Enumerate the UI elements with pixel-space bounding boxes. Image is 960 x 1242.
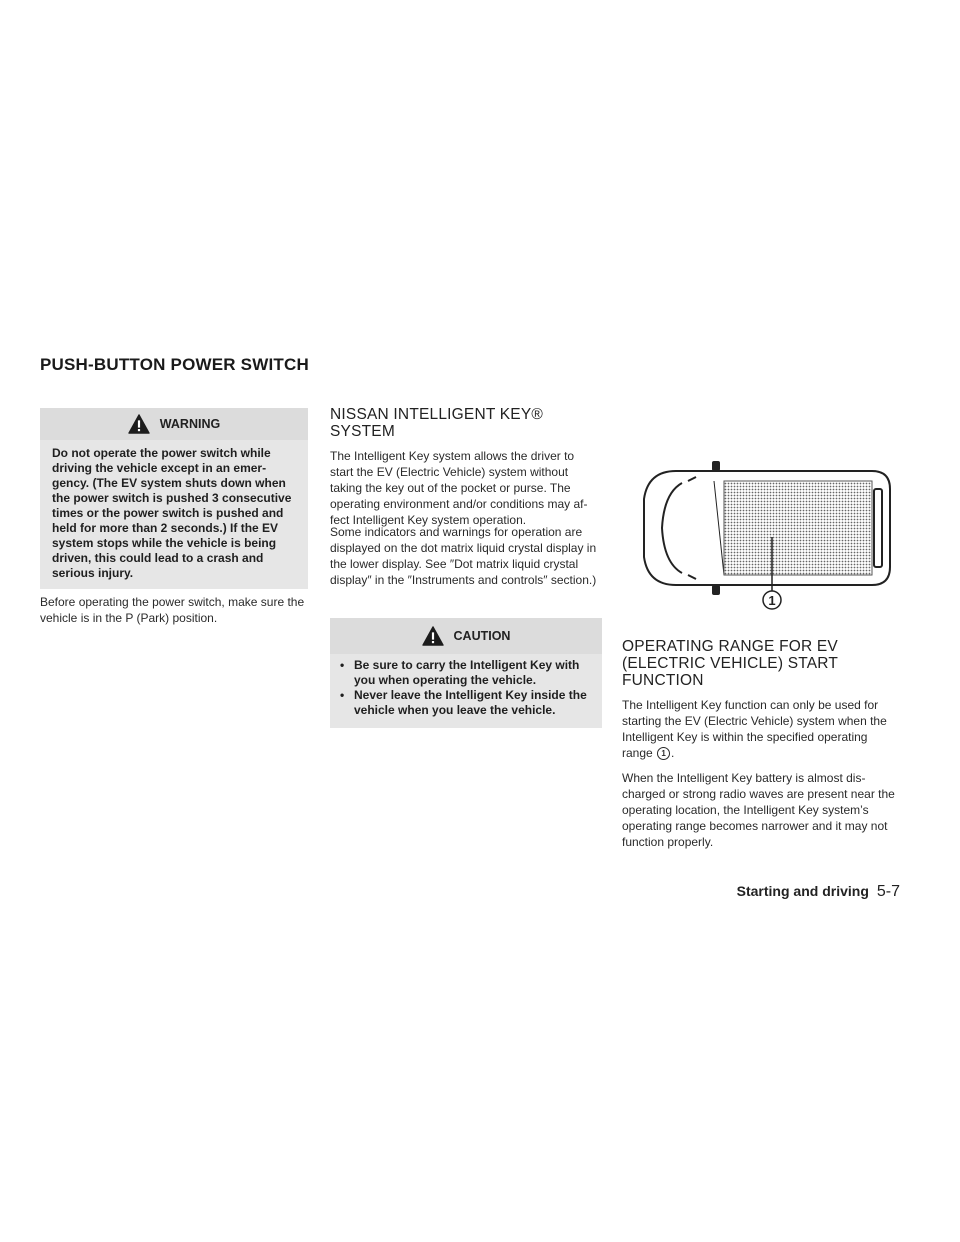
before-operating-text: Before operating the power switch, make sure the vehicle is in the P (Park) position. <box>40 595 305 625</box>
intelligent-key-heading-line1: NISSAN INTELLIGENT KEY® <box>330 406 543 423</box>
operating-range-para1-end: . <box>671 746 675 760</box>
page-footer <box>700 883 900 901</box>
caution-item <box>340 688 594 718</box>
operating-range-heading-line3: FUNCTION <box>622 672 704 689</box>
operating-range-diagram <box>628 455 900 615</box>
intelligent-key-heading <box>330 406 600 440</box>
warning-label: WARNING <box>159 417 221 431</box>
warning-box <box>40 408 308 589</box>
caution-list <box>330 654 602 728</box>
intelligent-key-para1: The Intelligent Key system allows the driver to start the EV (Electric Vehicle) system without taking the key out of the pocket or purse. The operating environment and/or conditions may affect Intelligent Key system operation. <box>330 449 588 527</box>
caution-box <box>330 618 602 728</box>
caution-header <box>330 618 602 654</box>
footer-page-number: 5-7 <box>876 883 900 900</box>
bullet-icon: • <box>340 688 345 702</box>
warning-text: Do not operate the power switch while driving the vehicle except in an emergency. (The EV system shuts down when the power switch is pushed 3 consecutive times or the power switch is pushed and held for more than 2 seconds.) If the EV system stops while the vehicle is being driven, this could lead to a crash and serious injury. <box>40 440 308 589</box>
footer-chapter: Starting and driving <box>736 883 869 899</box>
caution-item <box>340 658 594 688</box>
operating-range-heading-line1: OPERATING RANGE FOR EV <box>622 638 838 655</box>
warning-icon <box>128 414 150 434</box>
section-title: PUSH-BUTTON POWER SWITCH <box>40 355 309 374</box>
operating-range-area <box>724 481 872 575</box>
caution-item-text: Be sure to carry the Intelligent Key with you when operating the vehicle. <box>354 658 580 687</box>
caution-item-text: Never leave the Intelligent Key inside the vehicle when you leave the vehicle. <box>354 688 587 717</box>
intelligent-key-heading-line2: SYSTEM <box>330 423 395 440</box>
operating-range-para1 <box>622 697 900 761</box>
warning-header <box>40 408 308 440</box>
operating-range-heading-line2: (ELECTRIC VEHICLE) START <box>622 655 839 672</box>
caution-icon <box>422 626 444 646</box>
operating-range-para2: When the Intelligent Key battery is almost discharged or strong radio waves are present near the operating location, the Intelligent Key system’s operating range becomes narrower and it may not function properly. <box>622 771 895 849</box>
range-ref-marker: 1 <box>657 747 670 760</box>
caution-label: CAUTION <box>453 629 511 643</box>
callout-number: 1 <box>768 593 776 608</box>
bullet-icon: • <box>340 658 345 672</box>
operating-range-heading <box>622 638 902 689</box>
operating-range-para1-text: The Intelligent Key function can only be used for starting the EV (Electric Vehicle) system when the Intelligent Key is within the specified operating range <box>622 698 887 760</box>
intelligent-key-para2: Some indicators and warnings for operation are displayed on the dot matrix liquid crystal display in the lower display. See ″Dot matrix liquid crystal display″ in the ″Instruments and controls″ section.) <box>330 525 597 587</box>
